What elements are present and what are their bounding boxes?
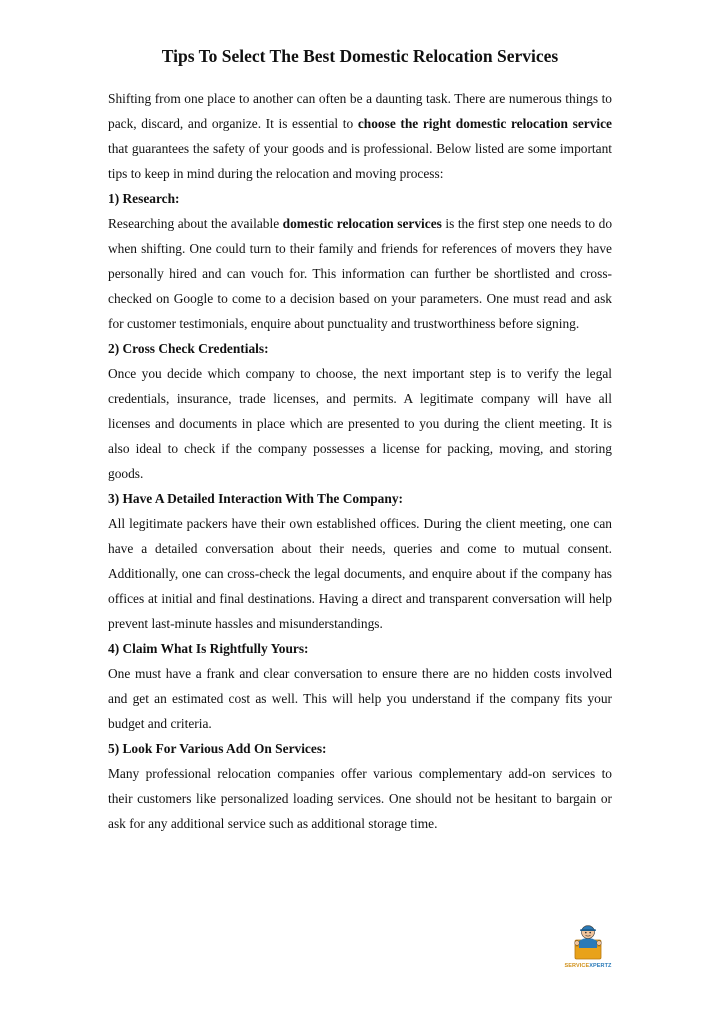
page-title: Tips To Select The Best Domestic Relocation Services [161,46,559,66]
intro-bold-phrase: choose the right domestic relocation service [357,116,613,131]
section-heading-credentials: 2) Cross Check Credentials: [108,341,269,356]
section-body-interaction: All legitimate packers have their own established offices. During the client meeting, one can have a detailed conversation about their needs, queries and come to mutual consent. Additionally, one can cross-check the legal documents, and enquire about if the company has offices at initial and final destinations. Having a direct and transparent conversation will help prevent last-minute hassles and misunderstandings. [108,516,612,631]
intro-text-1: Shifting from one place to another can often be a daunting task. There are numerous things to pack, discard, and organize. It is essential to [108,91,612,131]
logo-text-xpertz: XPERTZ [589,963,612,969]
section-body-claim: One must have a frank and clear conversation to ensure there are no hidden costs involved and get an estimated cost as well. This will help you understand if the company fits your budget and criteria. [108,666,612,731]
research-text-1: Researching about the available [108,216,283,231]
intro-text-2: that guarantees the safety of your goods and is professional. Below listed are some important tips to keep in mind during the relocation and moving process: [108,141,612,181]
mascot-logo-icon [560,920,616,964]
section-heading-claim: 4) Claim What Is Rightfully Yours: [108,641,309,656]
section-heading-addons: 5) Look For Various Add On Services: [108,741,327,756]
research-text-2: is the first step one needs to do when shifting. One could turn to their family and friends for references of movers they have personally hired and can vouch for. This information can further be shortlisted and cross-checked on Google to come to a decision based on your parameters. One must read and ask for customer testimonials, enquire about punctuality and trustworthiness before signing. [108,216,613,331]
section-body-research [108,211,612,336]
section-body-addons: Many professional relocation companies offer various complementary add-on services to their customers like personalized loading services. One should not be hesitant to bargain or ask for any additional service such as additional storage time. [108,766,612,831]
document-body [108,86,612,836]
section-heading-research: 1) Research: [108,191,180,206]
intro-paragraph [108,86,612,186]
logo-wordmark [560,963,616,969]
research-bold-phrase: domestic relocation services [282,216,442,231]
section-body-credentials: Once you decide which company to choose, the next important step is to verify the legal credentials, insurance, trade licenses, and permits. A legitimate company will have all licenses and documents in place which are presented to you during the client meeting. It is also ideal to check if the company possesses a license for packing, moving, and storing goods. [108,366,612,481]
servicexpertz-logo [560,920,616,974]
section-heading-interaction: 3) Have A Detailed Interaction With The Company: [108,491,403,506]
logo-text-service: SERVICE [564,963,590,969]
